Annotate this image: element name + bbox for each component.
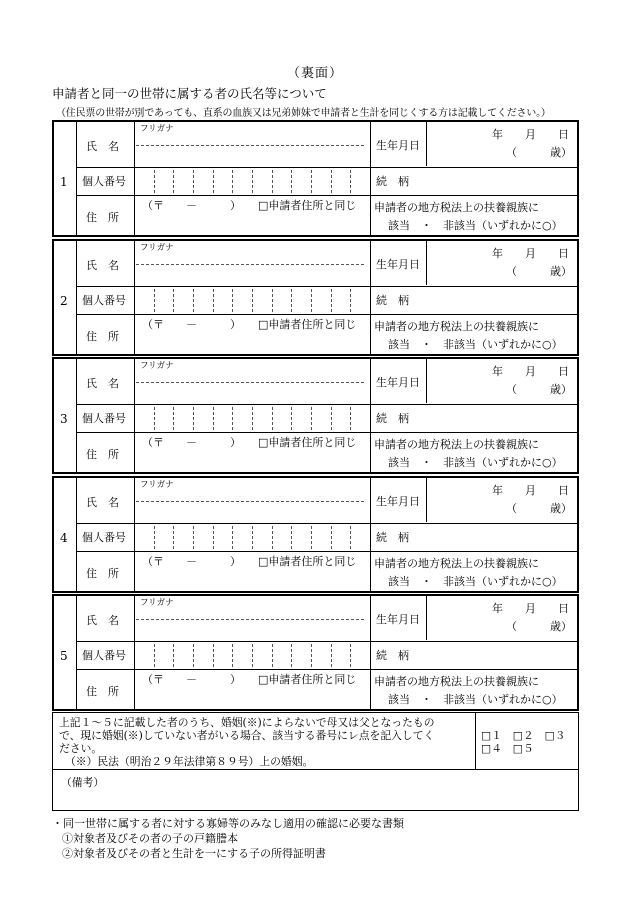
name-label: 氏 名 (86, 496, 119, 509)
marriage-note-box (52, 712, 579, 770)
my-number-cell-divider (154, 289, 155, 312)
my-number-cell-divider (252, 289, 253, 312)
person-number: 4 (60, 531, 68, 545)
person-number: 3 (60, 412, 68, 426)
marriage-note-line3: ださい。 (59, 742, 103, 755)
my-number-cell-divider (291, 644, 292, 667)
person-block-4 (52, 476, 579, 593)
age-field[interactable]: （ 歳） (506, 265, 572, 278)
relationship-input[interactable] (430, 290, 576, 310)
my-number-cell-divider (193, 407, 194, 430)
relationship-input[interactable] (430, 171, 576, 191)
birthdate-label: 生年月日 (376, 495, 420, 508)
birthdate-ymd[interactable]: 年 月 日 (492, 247, 569, 260)
birthdate-label: 生年月日 (376, 258, 420, 271)
my-number-cell-divider (350, 526, 351, 549)
remarks-label: （備考） (61, 776, 105, 789)
my-number-cell-divider (213, 526, 214, 549)
my-number-cell-divider (252, 644, 253, 667)
birthdate-label: 生年月日 (376, 139, 420, 152)
furigana-label: フリガナ (140, 243, 174, 253)
my-number-cell-divider (331, 407, 332, 430)
my-number-cell-divider (272, 644, 273, 667)
my-number-label: 個人番号 (82, 294, 126, 307)
my-number-cell-divider (173, 289, 174, 312)
same-address-checkbox[interactable]: □申請者住所と同じ (258, 555, 357, 568)
my-number-cell-divider (331, 289, 332, 312)
my-number-cell-divider (154, 407, 155, 430)
postal-code-field[interactable]: （〒 － ） (142, 199, 241, 212)
my-number-cell-divider (193, 526, 194, 549)
my-number-cell-divider (232, 644, 233, 667)
my-number-cell-divider (173, 170, 174, 193)
person-block-5 (52, 594, 579, 711)
address-label: 住 所 (86, 567, 119, 580)
address-label: 住 所 (86, 448, 119, 461)
my-number-cell-divider (193, 289, 194, 312)
furigana-label: フリガナ (140, 361, 174, 371)
address-label: 住 所 (86, 330, 119, 343)
dependent-line-1: 申請者の地方税法上の扶養親族に (374, 557, 539, 570)
my-number-cell-divider (272, 526, 273, 549)
my-number-cell-divider (331, 526, 332, 549)
relationship-label: 続 柄 (376, 649, 409, 662)
address-label: 住 所 (86, 211, 119, 224)
my-number-label: 個人番号 (82, 649, 126, 662)
relationship-label: 続 柄 (376, 175, 409, 188)
person-block-2 (52, 239, 579, 356)
furigana-label: フリガナ (140, 124, 174, 134)
my-number-cell-divider (311, 170, 312, 193)
my-number-cell-divider (173, 526, 174, 549)
birthdate-label: 生年月日 (376, 613, 420, 626)
my-number-cell-divider (232, 170, 233, 193)
same-address-checkbox[interactable]: □申請者住所と同じ (258, 673, 357, 686)
address-label: 住 所 (86, 685, 119, 698)
relationship-input[interactable] (430, 527, 576, 547)
my-number-input[interactable] (134, 287, 370, 314)
my-number-cell-divider (213, 644, 214, 667)
birthdate-ymd[interactable]: 年 月 日 (492, 365, 569, 378)
person-number: 2 (60, 294, 68, 308)
my-number-cell-divider (331, 170, 332, 193)
my-number-cell-divider (232, 407, 233, 430)
marriage-note-line4: （※）民法（明治２９年法律第８９号）上の婚姻。 (65, 755, 314, 768)
my-number-cell-divider (311, 289, 312, 312)
my-number-cell-divider (154, 526, 155, 549)
furigana-label: フリガナ (140, 598, 174, 608)
footer-line-1: ・同一世帯に属する者に対する寡婦等のみなし適用の確認に必要な書類 (52, 817, 404, 830)
dependent-line-1: 申請者の地方税法上の扶養親族に (374, 320, 539, 333)
dependent-choice[interactable]: 該当 ・ 非該当（いずれかに○） (388, 456, 563, 469)
age-field[interactable]: （ 歳） (506, 502, 572, 515)
name-label: 氏 名 (86, 614, 119, 627)
my-number-cell-divider (213, 407, 214, 430)
footer-line-3: ②対象者及びその者と生計を一にする子の所得証明書 (62, 847, 326, 860)
my-number-cell-divider (350, 289, 351, 312)
person-block-3 (52, 357, 579, 474)
my-number-label: 個人番号 (82, 412, 126, 425)
my-number-label: 個人番号 (82, 531, 126, 544)
birthdate-ymd[interactable]: 年 月 日 (492, 484, 569, 497)
dependent-line-1: 申請者の地方税法上の扶養親族に (374, 201, 539, 214)
checkbox-row-1[interactable]: □１ □２ □３ (481, 729, 566, 742)
my-number-cell-divider (350, 407, 351, 430)
my-number-cell-divider (272, 289, 273, 312)
relationship-label: 続 柄 (376, 294, 409, 307)
birthdate-ymd[interactable]: 年 月 日 (492, 128, 569, 141)
my-number-cell-divider (213, 289, 214, 312)
page-note: （住民票の世帯が別であっても、直系の血族又は兄弟姉妹で申請者と生計を同じくする方は記載してください。） (56, 108, 551, 119)
my-number-cell-divider (272, 407, 273, 430)
postal-code-field[interactable]: （〒 － ） (142, 555, 241, 568)
marriage-note-line1: 上記１～５に記載した者のうち、婚姻(※)によらないで母又は父となったもの (59, 716, 435, 729)
dependent-choice[interactable]: 該当 ・ 非該当（いずれかに○） (388, 338, 563, 351)
my-number-input[interactable] (134, 642, 370, 669)
relationship-input[interactable] (430, 408, 576, 428)
marriage-note-line2: で、現に婚姻(※)していない者がいる場合、該当する番号にレ点を記入してく (59, 729, 435, 742)
postal-code-field[interactable]: （〒 － ） (142, 673, 241, 686)
person-number: 1 (60, 175, 68, 189)
age-field[interactable]: （ 歳） (506, 383, 572, 396)
postal-code-field[interactable]: （〒 － ） (142, 318, 241, 331)
my-number-cell-divider (272, 170, 273, 193)
person-block-1 (52, 120, 579, 237)
my-number-cell-divider (154, 644, 155, 667)
name-input[interactable] (136, 384, 368, 402)
my-number-input[interactable] (134, 168, 370, 195)
postal-code-field[interactable]: （〒 － ） (142, 436, 241, 449)
name-input[interactable] (136, 621, 368, 639)
page-label: （裏面） (286, 66, 343, 81)
my-number-cell-divider (193, 170, 194, 193)
household-form (52, 120, 579, 811)
name-label: 氏 名 (86, 377, 119, 390)
same-address-checkbox[interactable]: □申請者住所と同じ (258, 318, 357, 331)
checkbox-row-2[interactable]: □４ □５ (481, 742, 534, 755)
my-number-cell-divider (311, 407, 312, 430)
dependent-choice[interactable]: 該当 ・ 非該当（いずれかに○） (388, 575, 563, 588)
birthdate-ymd[interactable]: 年 月 日 (492, 602, 569, 615)
my-number-cell-divider (350, 170, 351, 193)
relationship-input[interactable] (430, 645, 576, 665)
dependent-line-1: 申請者の地方税法上の扶養親族に (374, 438, 539, 451)
furigana-label: フリガナ (140, 480, 174, 490)
dependent-choice[interactable]: 該当 ・ 非該当（いずれかに○） (388, 219, 563, 232)
age-field[interactable]: （ 歳） (506, 146, 572, 159)
same-address-checkbox[interactable]: □申請者住所と同じ (258, 436, 357, 449)
my-number-cell-divider (232, 289, 233, 312)
person-number: 5 (60, 649, 68, 663)
my-number-cell-divider (232, 526, 233, 549)
remarks-box[interactable] (52, 769, 579, 811)
my-number-cell-divider (213, 170, 214, 193)
dependent-line-1: 申請者の地方税法上の扶養親族に (374, 675, 539, 688)
my-number-cell-divider (291, 407, 292, 430)
my-number-cell-divider (350, 644, 351, 667)
my-number-cell-divider (193, 644, 194, 667)
my-number-cell-divider (291, 289, 292, 312)
name-input[interactable] (136, 266, 368, 284)
my-number-input[interactable] (134, 524, 370, 551)
my-number-cell-divider (291, 526, 292, 549)
my-number-cell-divider (173, 407, 174, 430)
my-number-cell-divider (331, 644, 332, 667)
same-address-checkbox[interactable]: □申請者住所と同じ (258, 199, 357, 212)
birthdate-label: 生年月日 (376, 376, 420, 389)
relationship-label: 続 柄 (376, 412, 409, 425)
dependent-choice[interactable]: 該当 ・ 非該当（いずれかに○） (388, 693, 563, 706)
my-number-label: 個人番号 (82, 175, 126, 188)
name-label: 氏 名 (86, 140, 119, 153)
my-number-cell-divider (173, 644, 174, 667)
my-number-cell-divider (311, 644, 312, 667)
name-input[interactable] (136, 503, 368, 521)
my-number-cell-divider (252, 170, 253, 193)
relationship-label: 続 柄 (376, 531, 409, 544)
my-number-cell-divider (291, 170, 292, 193)
my-number-input[interactable] (134, 405, 370, 432)
my-number-cell-divider (252, 407, 253, 430)
footer-line-2: ①対象者及びその者の子の戸籍謄本 (62, 832, 238, 845)
my-number-cell-divider (311, 526, 312, 549)
my-number-cell-divider (252, 526, 253, 549)
name-input[interactable] (136, 147, 368, 165)
name-label: 氏 名 (86, 259, 119, 272)
my-number-cell-divider (154, 170, 155, 193)
page-heading: 申請者と同一の世帯に属する者の氏名等について (52, 86, 327, 101)
age-field[interactable]: （ 歳） (506, 620, 572, 633)
